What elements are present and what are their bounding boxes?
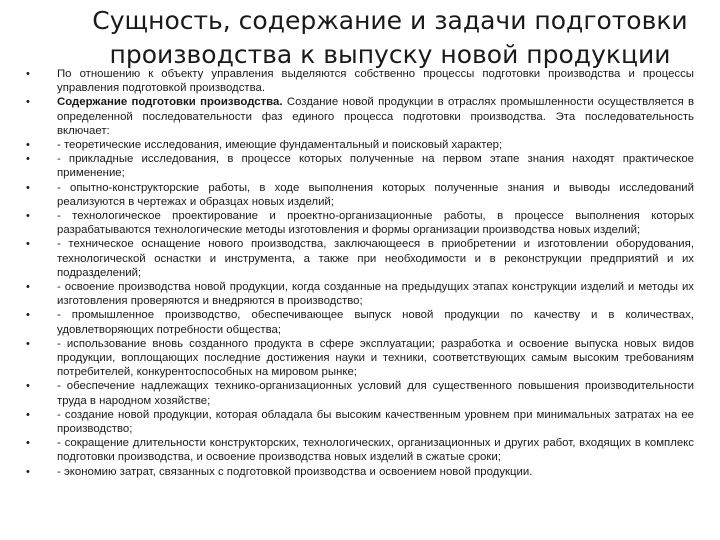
bullet-icon: • bbox=[26, 380, 30, 393]
list-item bbox=[26, 337, 694, 380]
slide-title-line-1: Сущность, содержание и задачи подготовки bbox=[92, 6, 688, 35]
list-item-text: - опытно-конструкторские работы, в ходе выполнения которых полученные знания и выводы исследований реализуются в чертежах и образцах новых изделий; bbox=[57, 181, 694, 208]
list-item-text: - промышленное производство, обеспечивающее выпуск новой продукции по качеству и в количествах, удовлетворяющих потребности общества; bbox=[57, 309, 694, 336]
bullet-icon: • bbox=[26, 465, 30, 478]
list-item bbox=[26, 67, 694, 95]
list-item bbox=[26, 436, 694, 464]
bullet-icon: • bbox=[26, 437, 30, 450]
list-item-lead: Содержание подготовки производства. bbox=[57, 96, 283, 109]
list-item bbox=[26, 237, 694, 280]
bullet-list bbox=[26, 67, 694, 479]
bullet-icon: • bbox=[26, 337, 30, 350]
slide-title-line-2: производства к выпуску новой продукции bbox=[109, 40, 671, 69]
list-item bbox=[26, 408, 694, 436]
list-item bbox=[26, 181, 694, 209]
bullet-icon: • bbox=[26, 68, 30, 80]
list-item bbox=[26, 152, 694, 180]
list-item bbox=[26, 280, 694, 308]
bullet-icon: • bbox=[26, 153, 30, 166]
list-item bbox=[26, 379, 694, 407]
bullet-icon: • bbox=[26, 139, 30, 152]
list-item-text: - освоение производства новой продукции, когда созданные на предыдущих этапах конструкции изделий и методы их изготовления проверяются и внедряются в производство; bbox=[57, 281, 694, 308]
bullet-icon: • bbox=[26, 309, 30, 322]
list-item-text: - прикладные исследования, в процессе которых полученные на первом этапе знания находят практическое применение; bbox=[57, 153, 694, 180]
list-item bbox=[26, 465, 694, 479]
list-item-text: - теоретические исследования, имеющие фундаментальный и поисковый характер; bbox=[57, 139, 503, 152]
list-item-text: - использование вновь созданного продукта в сфере эксплуатации; разработка и освоение выпуска новых видов продукции, воплощающих последние достижения науки и техники, соответствующих самым высоким требованиям потребителей, конкурентоспособных на мировом рынке; bbox=[57, 337, 694, 379]
bullet-icon: • bbox=[26, 408, 30, 421]
list-item bbox=[26, 308, 694, 336]
bullet-icon: • bbox=[26, 238, 30, 251]
list-item bbox=[26, 209, 694, 237]
list-item-text: - сокращение длительности конструкторских, технологических, организационных и других работ, входящих в комплекс подготовки производства, и освоение производства новых изделий в сжатые сроки; bbox=[57, 437, 694, 464]
list-item-text: - технологическое проектирование и проектно-организационные работы, в процессе выполнения которых разрабатываются технологические методы изготовления и формы организации производства новых изделий; bbox=[57, 210, 694, 237]
list-item-text: - техническое оснащение нового производства, заключающееся в приобретении и изготовлении оборудования, технологической оснастки и инструмента, а также при необходимости и в реконструкции предприятий и их подразделений; bbox=[57, 238, 694, 279]
list-item bbox=[26, 95, 694, 138]
list-item-text: Создание новой продукции в отраслях промышленности осуществляется в определенной последовательности фаз единого процесса подготовки производства. Эта последовательность включает: bbox=[57, 96, 694, 137]
bullet-icon: • bbox=[26, 281, 30, 294]
list-item-text: - обеспечение надлежащих технико-организационных условий для существенного повышения производительности труда в народном хозяйстве; bbox=[57, 380, 694, 407]
bullet-icon: • bbox=[26, 96, 30, 109]
bullet-icon: • bbox=[26, 210, 30, 223]
list-item-text: - экономию затрат, связанных с подготовкой производства и освоением новой продукции. bbox=[57, 465, 533, 478]
list-item-text: - создание новой продукции, которая обладала бы высоким качественным уровнем при минимальных затратах на ее производство; bbox=[57, 408, 694, 436]
list-item-text: По отношению к объекту управления выделяются собственно процессы подготовки производства и процессы управления подготовкой производства. bbox=[57, 68, 694, 95]
slide-title bbox=[60, 4, 720, 72]
bullet-icon: • bbox=[26, 181, 30, 194]
list-item bbox=[26, 138, 694, 152]
